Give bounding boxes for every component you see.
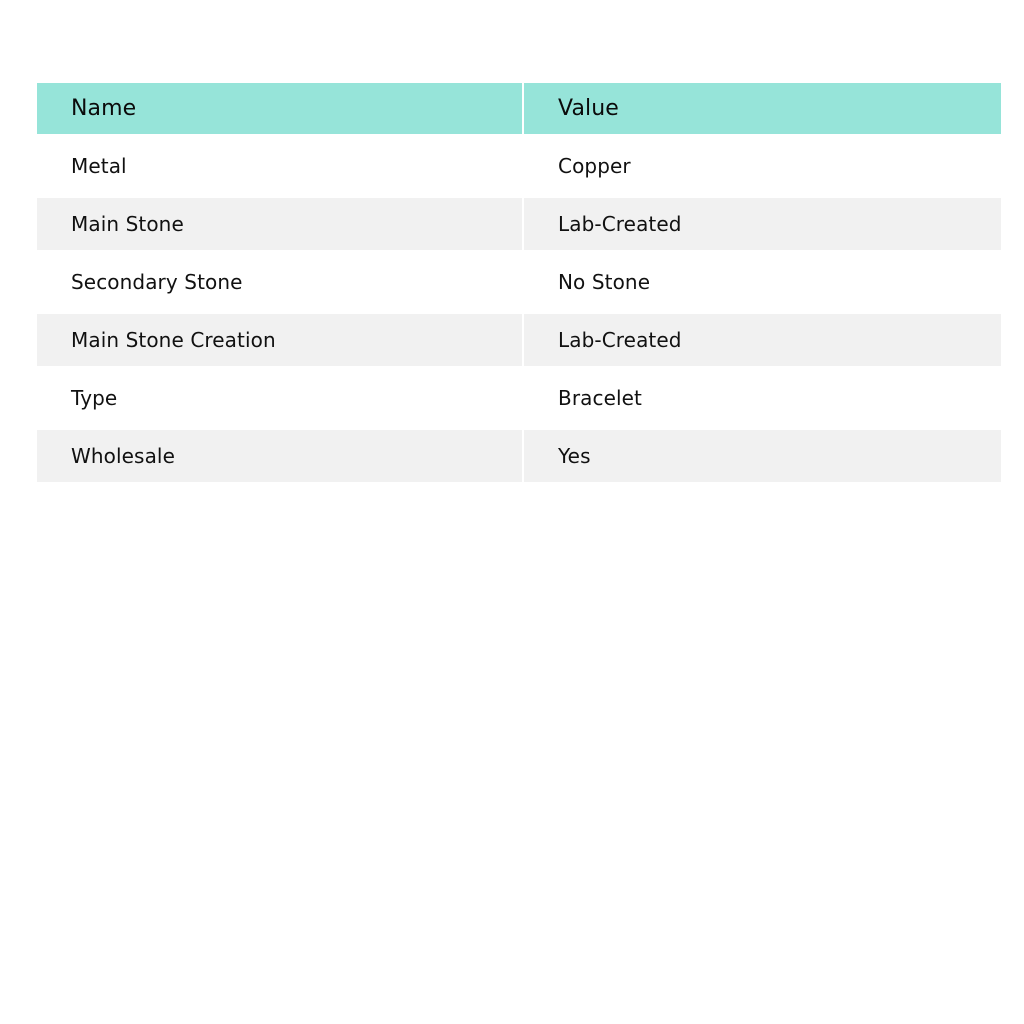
cell-name: Main Stone xyxy=(37,198,523,250)
column-header-name: Name xyxy=(37,83,523,134)
table-header-row xyxy=(37,83,1001,134)
table-row xyxy=(37,198,1001,250)
specifications-table xyxy=(37,83,1001,482)
table-row xyxy=(37,366,1001,430)
cell-name: Type xyxy=(37,366,523,430)
cell-value: Yes xyxy=(523,430,1001,482)
column-header-value: Value xyxy=(523,83,1001,134)
table-body xyxy=(37,134,1001,482)
table-header xyxy=(37,83,1001,134)
cell-name: Secondary Stone xyxy=(37,250,523,314)
table-row xyxy=(37,134,1001,198)
cell-value: Copper xyxy=(523,134,1001,198)
cell-name: Metal xyxy=(37,134,523,198)
table-row xyxy=(37,314,1001,366)
cell-value: No Stone xyxy=(523,250,1001,314)
cell-value: Lab-Created xyxy=(523,198,1001,250)
cell-value: Lab-Created xyxy=(523,314,1001,366)
cell-name: Wholesale xyxy=(37,430,523,482)
cell-name: Main Stone Creation xyxy=(37,314,523,366)
table-row xyxy=(37,430,1001,482)
cell-value: Bracelet xyxy=(523,366,1001,430)
table-row xyxy=(37,250,1001,314)
